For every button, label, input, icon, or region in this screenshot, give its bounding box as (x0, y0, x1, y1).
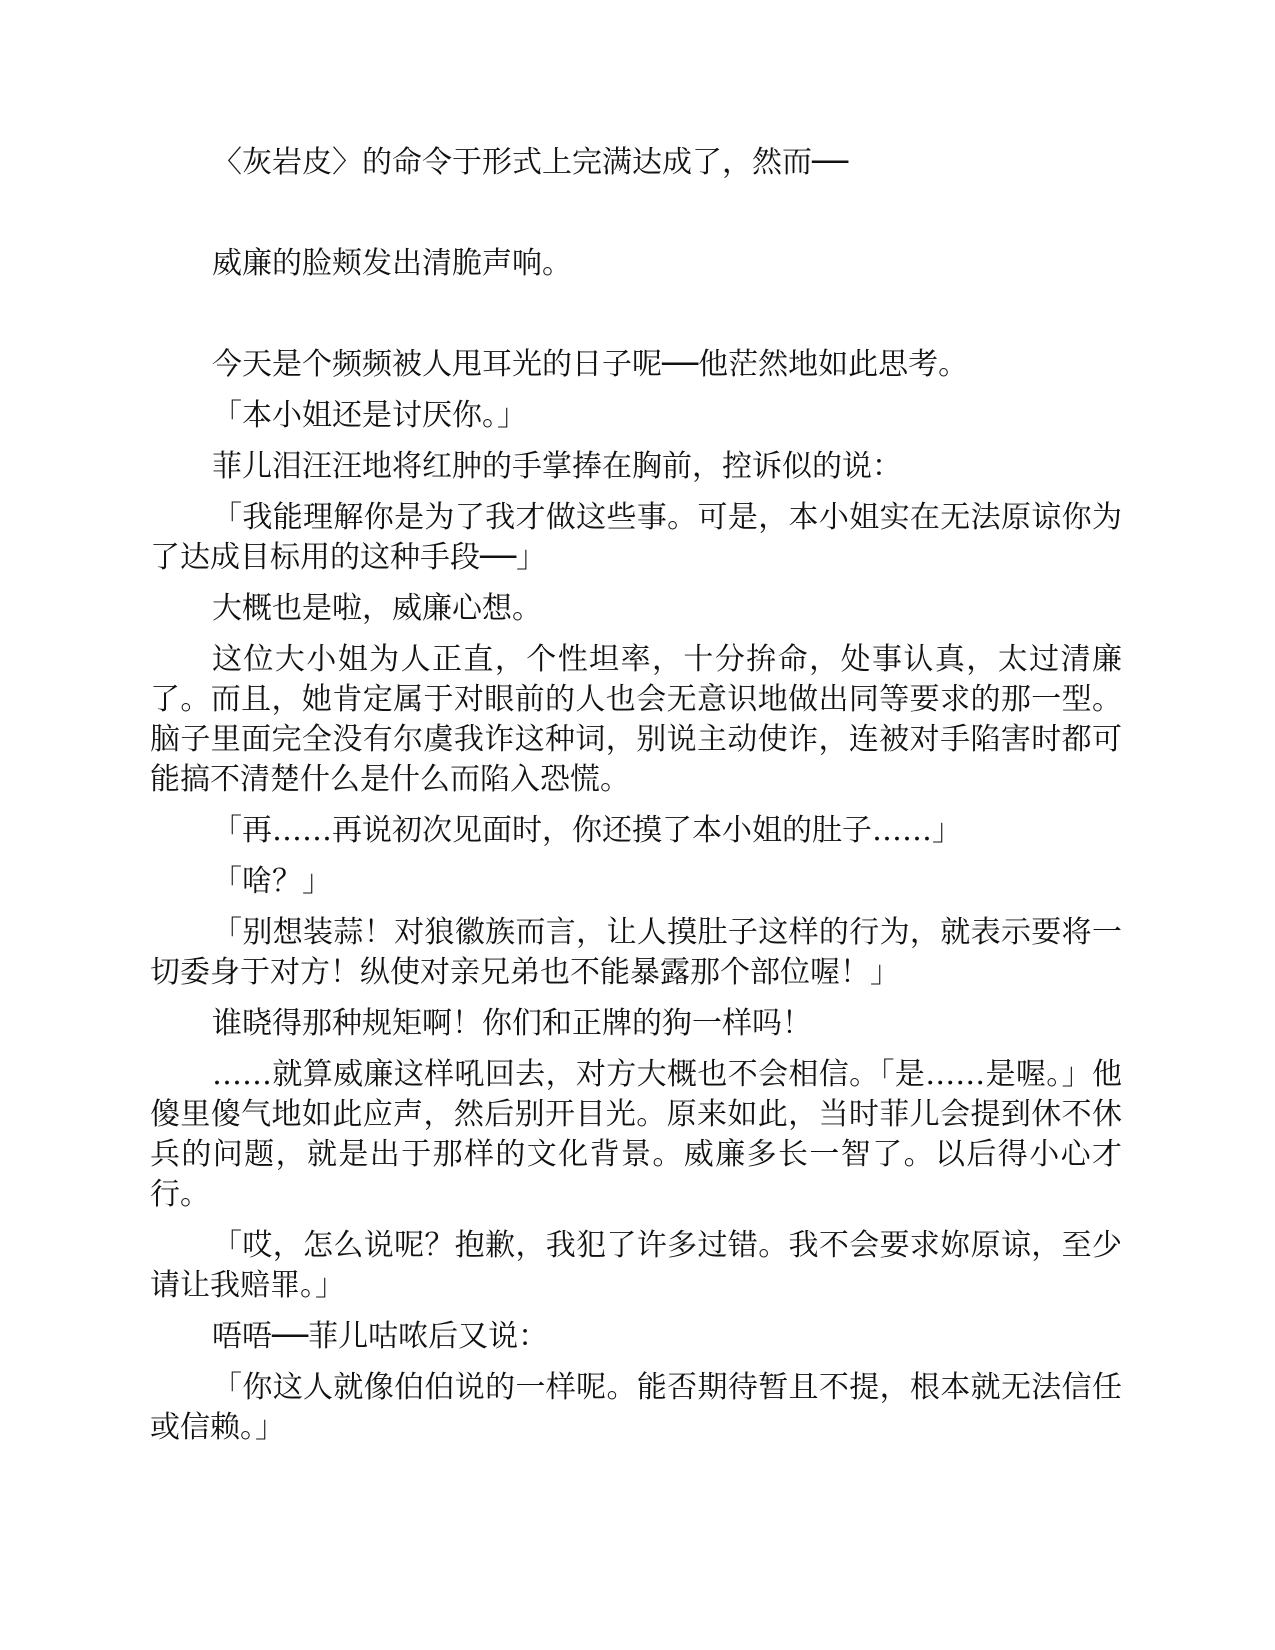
paragraph: 「啥？」 (212, 864, 332, 899)
paragraph: 〈灰岩皮〉的命令于形式上完满达成了，然而── (212, 145, 849, 180)
paragraph: 「你这人就像伯伯说的一样呢。能否期待暂且不提，根本就无法信任或信赖。」 (150, 1370, 1122, 1445)
paragraph: ……就算威廉这样吼回去，对方大概也不会相信。「是……是喔。」他傻里傻气地如此应声，然后别开目光。原来如此，当时菲儿会提到休不休兵的问题，就是出于那样的文化背景。威廉多长一智了。以后得小心才行。 (150, 1057, 1122, 1212)
body-text (150, 143, 1122, 1459)
paragraph: 今天是个频频被人甩耳光的日子呢──他茫然地如此思考。 (212, 347, 969, 382)
paragraph: 唔唔──菲儿咕哝后又说： (212, 1319, 549, 1354)
paragraph: 大概也是啦，威廉心想。 (212, 591, 542, 626)
paragraph: 谁晓得那种规矩啊！你们和正牌的狗一样吗！ (212, 1006, 812, 1041)
paragraph: 「哎，怎么说呢？抱歉，我犯了许多过错。我不会要求妳原谅，至少请让我赔罪。」 (150, 1228, 1122, 1303)
paragraph: 菲儿泪汪汪地将红肿的手掌捧在胸前，控诉似的说： (212, 449, 902, 484)
paragraph: 「别想装蒜！对狼徽族而言，让人摸肚子这样的行为，就表示要将一切委身于对方！纵使对亲兄弟也不能暴露那个部位喔！」 (150, 915, 1122, 990)
paragraph: 「本小姐还是讨厌你。」 (212, 398, 527, 433)
paragraph: 「再……再说初次见面时，你还摸了本小姐的肚子……」 (212, 813, 962, 848)
paragraph: 威廉的脸颊发出清脆声响。 (212, 246, 572, 281)
paragraph: 这位大小姐为人正直，个性坦率，十分拚命，处事认真，太过清廉了。而且，她肯定属于对眼前的人也会无意识地做出同等要求的那一型。脑子里面完全没有尔虞我诈这种词，别说主动使诈，连被对手陷害时都可能搞不清楚什么是什么而陷入恐慌。 (150, 642, 1122, 797)
paragraph: 「我能理解你是为了我才做这些事。可是，本小姐实在无法原谅你为了达成目标用的这种手段──」 (150, 500, 1122, 575)
